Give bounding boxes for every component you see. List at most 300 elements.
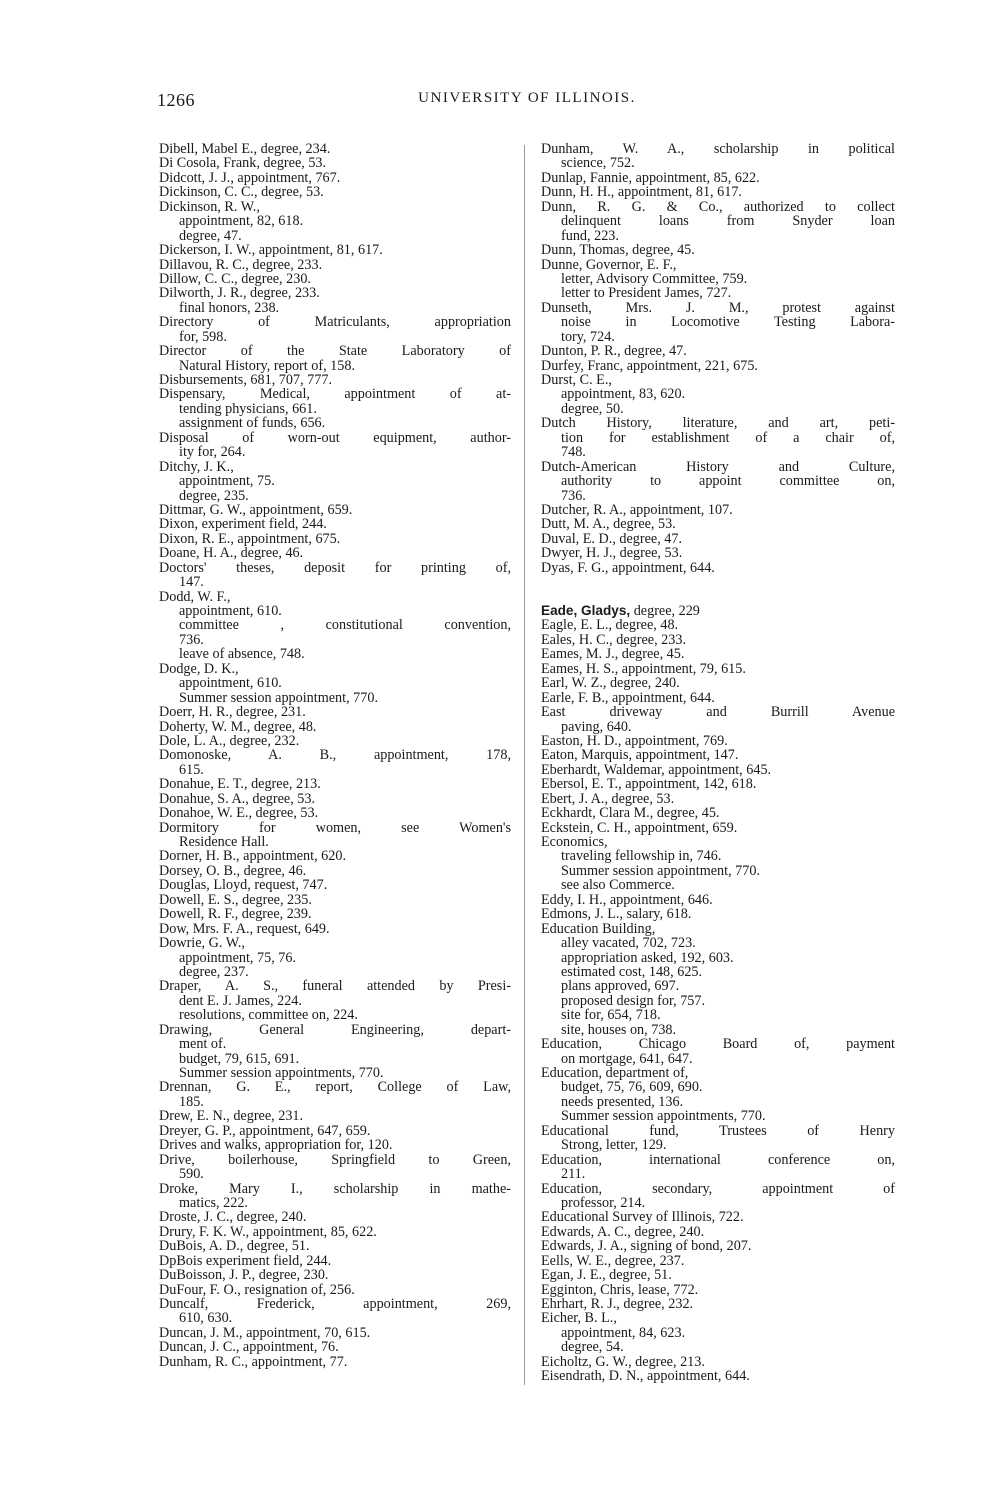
index-heading-name: Eade, Gladys, [541,603,631,618]
index-entry-line [159,1124,511,1138]
index-entry-line [541,806,895,820]
index-entry-text: 590. [179,1166,204,1183]
index-entry-text: ment of. [179,1036,227,1053]
index-entry-text: Easton, H. D., appointment, 769. [541,732,728,749]
index-entry-text: Doane, H. A., degree, 46. [159,545,304,562]
index-entry-text: Eckhardt, Clara M., degree, 45. [541,805,720,822]
index-entry-line [159,1153,511,1167]
index-entry-text: Duncalf, Frederick, appointment, 269, [159,1296,511,1312]
index-entry-line [541,373,895,387]
index-entry-text: Doerr, H. R., degree, 231. [159,704,306,721]
index-entry-text: paving, 640. [561,718,632,735]
index-entry-text: Ebersol, E. T., appointment, 142, 618. [541,776,757,793]
index-entry-line [159,1109,511,1123]
index-entry-text: Dunn, R. G. & Co., authorized to collect [541,198,895,215]
index-entry-line [541,359,895,373]
index-entry-line [159,373,511,387]
index-entry-text: Domonoske, A. B., appointment, 178, [159,747,511,764]
index-entry-text: Droke, Mary I., scholarship in mathe- [159,1180,511,1197]
index-entry-line [159,590,511,604]
index-subentry-line [541,156,895,170]
index-entry-text: appointment, 84, 623. [561,1324,686,1341]
index-entry-text: Eaton, Marquis, appointment, 147. [541,747,739,764]
index-entry-text: Natural History, report of, 158. [179,357,355,374]
index-entry-text: Eagle, E. L., degree, 48. [541,617,679,634]
index-entry-text: Strong, letter, 129. [561,1137,667,1154]
index-subentry-line [159,402,511,416]
index-entry-line [541,200,895,214]
index-entry-line [159,1283,511,1297]
index-subentry-line [541,315,895,329]
index-entry-text: 736. [179,631,204,648]
index-entry-text: 615. [179,761,204,778]
index-entry-line [541,1283,895,1297]
index-entry-line [159,315,511,329]
index-entry-line [159,1268,511,1282]
index-entry-text: Duncan, J. M., appointment, 70, 615. [159,1324,371,1341]
index-entry-text: Dillavou, R. C., degree, 233. [159,256,323,273]
index-entry-line [541,1153,895,1167]
index-entry-line [159,1080,511,1094]
index-entry-line [159,1254,511,1268]
index-entry-line [541,517,895,531]
index-entry-text: Dutt, M. A., degree, 53. [541,516,676,533]
index-subentry-line [159,1095,511,1109]
index-subentry-line [159,994,511,1008]
index-entry-text: proposed design for, 757. [561,992,706,1009]
index-entry-text: Dodge, D. K., [159,660,239,677]
index-subentry-line [541,1340,895,1354]
index-entry-line [159,546,511,560]
index-entry-text: 736. [561,487,586,504]
index-entry-text: 147. [179,574,204,591]
index-entry-text: Dunne, Governor, E. F., [541,256,677,273]
index-entry-line [541,301,895,315]
running-head: UNIVERSITY OF ILLINOIS. [418,90,636,106]
index-subentry-line [541,330,895,344]
index-entry-text: Dorsey, O. B., degree, 46. [159,862,307,879]
index-entry-text: see also Commerce. [561,877,675,894]
index-entry-line [541,185,895,199]
index-entry-line [159,705,511,719]
index-entry-text: Disposal of worn-out equipment, author- [159,429,511,446]
index-entry-line [159,979,511,993]
index-subentry-line [159,330,511,344]
index-subentry-line [159,965,511,979]
index-entry-line [159,1138,511,1152]
index-entry-line [541,1182,895,1196]
index-subentry-line [159,1052,511,1066]
index-entry-line [541,821,895,835]
index-entry-line [541,633,895,647]
index-entry-line [541,1210,895,1224]
index-subentry-line [541,1138,895,1152]
index-subentry-line [159,301,511,315]
index-subentry-line [159,575,511,589]
index-entry-text: Dunlap, Fannie, appointment, 85, 622. [541,169,760,186]
index-entry-line [541,243,895,257]
index-entry-line [159,1239,511,1253]
index-entry-text: Duval, E. D., degree, 47. [541,530,683,547]
index-entry-text: dent E. J. James, 224. [179,992,302,1009]
index-entry-line [541,1225,895,1239]
index-entry-line [159,272,511,286]
index-entry-text: resolutions, committee on, 224. [179,1007,358,1024]
index-subentry-line [159,1196,511,1210]
index-subentry-line [541,286,895,300]
index-entry-line [541,344,895,358]
index-entry-line [541,171,895,185]
index-entry-text: Earl, W. Z., degree, 240. [541,675,680,692]
index-entry-text: Summer session appointment, 770. [561,862,761,879]
index-subentry-line [159,445,511,459]
index-entry-text: Durst, C. E., [541,372,612,388]
index-entry-text: appointment, 75, 76. [179,949,297,966]
index-entry-text: Eicholtz, G. W., degree, 213. [541,1353,705,1370]
index-subentry-line [541,431,895,445]
index-entry-text: Dispensary, Medical, appointment of at- [159,386,511,403]
index-entry-text: assignment of funds, 656. [179,415,326,432]
index-entry-text: Summer session appointments, 770. [561,1108,766,1125]
index-entry-line [159,1182,511,1196]
index-entry-text: Dunseth, Mrs. J. M., protest against [541,299,895,316]
index-entry-text: Residence Hall. [179,834,269,850]
index-entry-text: tending physicians, 661. [179,400,317,417]
index-entry-line [159,1355,511,1369]
index-entry-line [541,777,895,791]
index-entry-line [159,777,511,791]
index-entry-text: Dodd, W. F., [159,588,231,605]
index-subentry-line [541,387,895,401]
index-entry-line [541,792,895,806]
index-entry-text: letter, Advisory Committee, 759. [561,270,748,287]
index-entry-text: Dittmar, G. W., appointment, 659. [159,501,353,518]
index-entry-text: Dormitory for women, see Women's [159,819,511,836]
index-entry-text: tion for establishment of a chair of, [561,429,895,446]
index-entry-line [541,676,895,690]
index-entry-line [159,864,511,878]
index-entry-text: Dutcher, R. A., appointment, 107. [541,501,733,518]
index-entry-text: Dutch-American History and Culture, [541,458,895,475]
index-subentry-line [159,1037,511,1051]
index-entry-line [159,503,511,517]
index-entry-line [541,503,895,517]
index-entry-text: Egan, J. E., degree, 51. [541,1267,672,1284]
index-entry-line [159,532,511,546]
index-entry-text: Eames, M. J., degree, 45. [541,646,685,663]
index-subentry-line [159,1008,511,1022]
index-entry-text: Dixon, R. E., appointment, 675. [159,530,341,547]
index-entry-line [541,662,895,676]
index-entry-line [159,922,511,936]
index-entry-line [541,734,895,748]
index-entry-text: Drives and walks, appropriation for, 120. [159,1137,393,1154]
index-entry-text: Edwards, J. A., signing of bond, 207. [541,1238,752,1255]
index-entry-text: Drawing, General Engineering, depart- [159,1021,511,1038]
index-subentry-line [159,835,511,849]
index-entry-text: plans approved, 697. [561,978,680,995]
index-entry-text: Donahue, S. A., degree, 53. [159,790,316,807]
index-entry-text: estimated cost, 148, 625. [561,963,703,980]
index-entry-line [541,258,895,272]
index-entry-line [541,835,895,849]
index-entry-line [541,1268,895,1282]
index-entry-text: leave of absence, 748. [179,646,305,663]
index-entry-line [541,1037,895,1051]
index-entry-text: degree, 54. [561,1339,624,1356]
index-entry-text: appointment, 82, 618. [179,213,304,230]
index-entry-line [159,936,511,950]
index-entry-text: Didcott, J. J., appointment, 767. [159,169,341,186]
index-entry-line [159,1326,511,1340]
index-entry-text: Dwyer, H. J., degree, 53. [541,545,683,562]
index-entry-line [159,243,511,257]
index-entry-text: degree, 235. [179,487,249,504]
index-entry-line [159,720,511,734]
index-entry-text: Eicher, B. L., [541,1310,617,1327]
index-entry-text: budget, 75, 76, 609, 690. [561,1079,703,1096]
index-entry-line [159,200,511,214]
index-subentry-line [541,1052,895,1066]
index-subentry-line [541,1095,895,1109]
index-entry-text: Dickinson, R. W., [159,198,260,215]
index-entry-text: tory, 724. [561,328,615,345]
index-subentry-line [541,474,895,488]
index-entry-text: Dickerson, I. W., appointment, 81, 617. [159,242,383,259]
index-entry-text: Eales, H. C., degree, 233. [541,631,686,648]
index-subentry-line [541,445,895,459]
index-entry-text: Dowell, E. S., degree, 235. [159,891,312,908]
index-entry-text: Educational fund, Trustees of Henry [541,1122,895,1139]
index-subentry-line [159,604,511,618]
index-entry-text: Duncan, J. C., appointment, 76. [159,1339,339,1356]
index-entry-line [541,647,895,661]
index-entry-text: needs presented, 136. [561,1093,684,1110]
index-entry-line [541,1254,895,1268]
index-entry-line [541,561,895,575]
index-entry-line [541,1297,895,1311]
index-subentry-line [159,951,511,965]
index-entry-text: Dickinson, C. C., degree, 53. [159,184,324,201]
index-entry-text: Disbursements, 681, 707, 777. [159,372,333,388]
index-entry-text: 610, 630. [179,1310,233,1327]
index-subentry-line [159,1066,511,1080]
index-entry-text: degree, 47. [179,227,242,244]
index-subentry-line [159,1167,511,1181]
index-entry-text: Dowrie, G. W., [159,935,245,952]
index-subentry-line [541,229,895,243]
index-entry-text: Donahue, E. T., degree, 213. [159,776,321,793]
index-entry-text: 185. [179,1093,204,1110]
column-divider [524,145,525,1385]
index-subentry-line [541,936,895,950]
index-entry-line [541,532,895,546]
index-entry-text: Ditchy, J. K., [159,458,234,475]
index-entry-text: Eells, W. E., degree, 237. [541,1252,685,1269]
index-entry-text: Dibell, Mabel E., degree, 234. [159,141,331,157]
index-entry-text: Doherty, W. M., degree, 48. [159,718,317,735]
index-entry-text: authority to appoint committee on, [561,473,895,490]
index-entry-text: traveling fellowship in, 746. [561,848,722,865]
index-entry-line [159,878,511,892]
index-entry-text: Egginton, Chris, lease, 772. [541,1281,699,1298]
index-entry-line [541,1311,895,1325]
index-entry-text: Eisendrath, D. N., appointment, 644. [541,1368,750,1385]
index-entry-text: Education, secondary, appointment of [541,1180,895,1197]
index-entry-line [159,662,511,676]
index-entry-text: Di Cosola, Frank, degree, 53. [159,155,327,172]
index-entry-text: Dow, Mrs. F. A., request, 649. [159,920,330,937]
index-entry-text: degree, 229 [630,603,700,619]
index-entry-text: Eames, H. S., appointment, 79, 615. [541,660,746,677]
index-entry-line [541,618,895,632]
index-subentry-line [159,416,511,430]
index-entry-line [541,460,895,474]
index-entry-text: Directory of Matriculants, appropriation [159,314,511,331]
index-subentry-line [541,1326,895,1340]
index-entry-line [541,748,895,762]
index-entry-line [159,806,511,820]
index-entry-text: fund, 223. [561,227,619,244]
index-subentry-line [159,359,511,373]
index-entry-text: Dyas, F. G., appointment, 644. [541,559,715,576]
index-entry-text: appropriation asked, 192, 603. [561,949,734,966]
index-subentry-line [159,214,511,228]
index-entry-text: Economics, [541,834,608,850]
index-entry-line [159,849,511,863]
index-entry-text: Edwards, A. C., degree, 240. [541,1223,705,1240]
index-entry-line [159,258,511,272]
index-entry-text: Dreyer, G. P., appointment, 647, 659. [159,1122,371,1139]
index-subentry-line [541,214,895,228]
index-subentry-line [159,229,511,243]
index-entry-text: delinquent loans from Snyder loan [561,213,895,230]
index-subentry-line [541,1196,895,1210]
index-entry-line [541,1239,895,1253]
index-entry-line [541,604,895,618]
index-entry-text: for, 598. [179,328,227,345]
index-entry-line [159,821,511,835]
index-entry-line [159,460,511,474]
index-entry-text: degree, 50. [561,400,624,417]
index-entry-line [159,893,511,907]
index-entry-text: Droste, J. C., degree, 240. [159,1209,307,1226]
index-entry-text: Dunham, R. C., appointment, 77. [159,1353,348,1370]
index-entry-line [159,286,511,300]
index-entry-text: Summer session appointments, 770. [179,1065,384,1081]
index-entry-text: DuBoisson, J. P., degree, 230. [159,1267,329,1284]
index-subentry-line [159,1311,511,1325]
index-entry-line [541,922,895,936]
index-entry-line [541,1066,895,1080]
index-entry-line [159,561,511,575]
index-entry-line [159,907,511,921]
index-entry-text: 748. [561,444,586,461]
index-entry-text: Dole, L. A., degree, 232. [159,732,300,749]
index-column-left [159,142,511,1369]
index-entry-text: Dilworth, J. R., degree, 233. [159,285,320,302]
index-entry-text: Drew, E. N., degree, 231. [159,1108,304,1125]
index-subentry-line [159,489,511,503]
index-subentry-line [541,1023,895,1037]
index-subentry-line [159,676,511,690]
index-entry-line [159,344,511,358]
index-entry-line [159,387,511,401]
index-subentry-line [541,489,895,503]
index-subentry-line [159,691,511,705]
index-subentry-line [159,633,511,647]
index-entry-text: Dowell, R. F., degree, 239. [159,906,312,923]
index-entry-text: Eddy, I. H., appointment, 646. [541,891,713,908]
index-entry-text: Educational Survey of Illinois, 722. [541,1209,744,1226]
index-entry-text: letter to President James, 727. [561,285,732,302]
index-entry-text: Education Building, [541,920,656,937]
index-entry-text: committee , constitutional convention, [179,617,511,634]
index-entry-line [159,142,511,156]
index-entry-text: Dunton, P. R., degree, 47. [541,343,687,360]
index-entry-text: appointment, 610. [179,603,282,619]
index-entry-line [159,734,511,748]
index-entry-text: Director of the State Laboratory of [159,343,511,360]
index-entry-text: DuBois, A. D., degree, 51. [159,1238,310,1255]
index-entry-line [541,1124,895,1138]
index-entry-text: Summer session appointment, 770. [179,689,379,706]
index-entry-text: Eckstein, C. H., appointment, 659. [541,819,738,836]
index-entry-text: DpBois experiment field, 244. [159,1252,332,1269]
index-entry-text: Dillow, C. C., degree, 230. [159,270,311,287]
index-entry-line [159,1297,511,1311]
page-number: 1266 [157,90,195,110]
index-subentry-line [159,618,511,632]
index-entry-text: Donahoe, W. E., degree, 53. [159,805,319,822]
blank-line [541,590,895,604]
index-subentry-line [541,994,895,1008]
index-entry-line [159,1340,511,1354]
index-entry-text: matics, 222. [179,1194,248,1211]
index-entry-line [541,1369,895,1383]
index-entry-text: Dunham, W. A., scholarship in political [541,141,895,157]
index-entry-text: appointment, 83, 620. [561,386,686,403]
index-entry-line [159,185,511,199]
index-subentry-line [541,1109,895,1123]
index-entry-text: East driveway and Burrill Avenue [541,704,895,721]
index-entry-line [159,1210,511,1224]
index-entry-text: Dunn, Thomas, degree, 45. [541,242,695,259]
index-subentry-line [159,474,511,488]
index-entry-text: final honors, 238. [179,299,280,316]
page-header [157,90,897,114]
index-entry-text: Education, department of, [541,1065,689,1081]
index-subentry-line [541,1167,895,1181]
index-entry-text: alley vacated, 702, 723. [561,935,696,952]
index-entry-text: professor, 214. [561,1194,646,1211]
index-entry-text: Durfey, Franc, appointment, 221, 675. [541,357,758,374]
index-entry-text: Earle, F. B., appointment, 644. [541,689,715,706]
index-entry-text: site, houses on, 738. [561,1021,677,1038]
index-entry-text: degree, 237. [179,963,249,980]
index-subentry-line [159,763,511,777]
index-entry-text: on mortgage, 641, 647. [561,1050,693,1067]
index-entry-text: Ebert, J. A., degree, 53. [541,790,675,807]
index-entry-text: appointment, 610. [179,675,282,692]
index-entry-line [541,546,895,560]
index-subentry-line [541,864,895,878]
index-entry-line [159,1023,511,1037]
index-subentry-line [541,979,895,993]
index-entry-text: DuFour, F. O., resignation of, 256. [159,1281,355,1298]
index-entry-text: Dixon, experiment field, 244. [159,516,327,533]
index-entry-text: Ehrhart, R. J., degree, 232. [541,1296,694,1312]
